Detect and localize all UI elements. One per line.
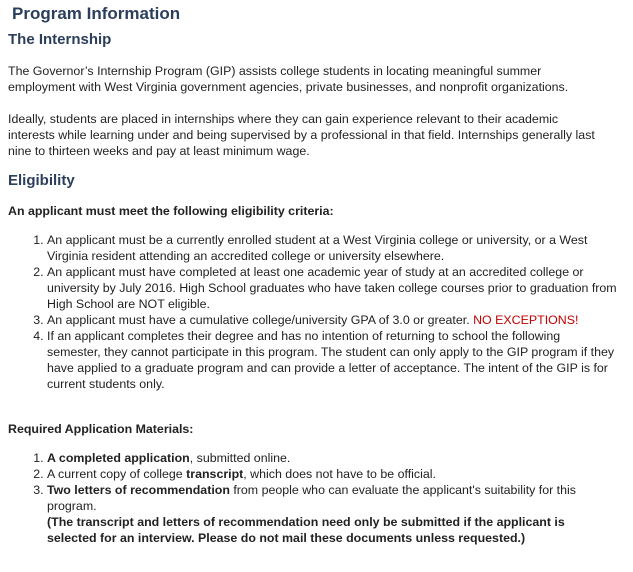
no-exceptions-emphasis: NO EXCEPTIONS! [473,313,579,327]
materials-item-1: 1. A completed application, submitted online. [47,450,617,466]
materials-item-3: 3. Two letters of recommendation from people who can evaluate the applicant's suitability for this program. (The transcript and letters of recommendation need only be submitted if the applicant is selected for an interview. Please do not mail these documents unless requested.) [47,482,617,546]
page-title: Program Information [12,4,181,23]
materials-note: (The transcript and letters of recommendation need only be submitted if the applicant is selected for an interview. Please do not mail these documents unless requested.) [47,515,565,545]
eligibility-item-2: 2. An applicant must have completed at least one academic year of study at an accredited college or university by July 2016. High School graduates who have taken college courses prior to graduation from High School are NOT eligible. [47,264,617,312]
eligibility-heading: Eligibility [8,172,75,189]
materials-lead: Required Application Materials: [8,422,194,436]
eligibility-item-1: 1. An applicant must be a currently enrolled student at a West Virginia college or university, or a West Virginia resident attending an accredited college or university elsewhere. [47,232,617,264]
internship-paragraph-1: The Governor’s Internship Program (GIP) assists college students in locating meaningful summer employment with West Virginia government agencies, private businesses, and nonprofit organizations. [8,64,569,94]
eligibility-list [26,232,617,392]
internship-paragraph-2: Ideally, students are placed in internships where they can gain experience relevant to their academic interests while learning under and being supervised by a professional in that field. Internships generally last nine to thirteen weeks and pay at least minimum wage. [8,112,595,158]
eligibility-item-4: 4. If an applicant completes their degree and has no intention of returning to school the following semester, they cannot participate in this program. The student can only apply to the GIP program if they have applied to a graduate program and can provide a letter of acceptance. The intent of the GIP is for current students only. [47,328,617,392]
eligibility-lead: An applicant must meet the following eligibility criteria: [8,204,334,218]
eligibility-item-3: 3. An applicant must have a cumulative college/university GPA of 3.0 or greater. NO EXCEPTIONS! [47,312,617,328]
materials-item-2: 2. A current copy of college transcript, which does not have to be official. [47,466,617,482]
internship-heading: The Internship [8,31,112,48]
materials-list [26,450,617,546]
